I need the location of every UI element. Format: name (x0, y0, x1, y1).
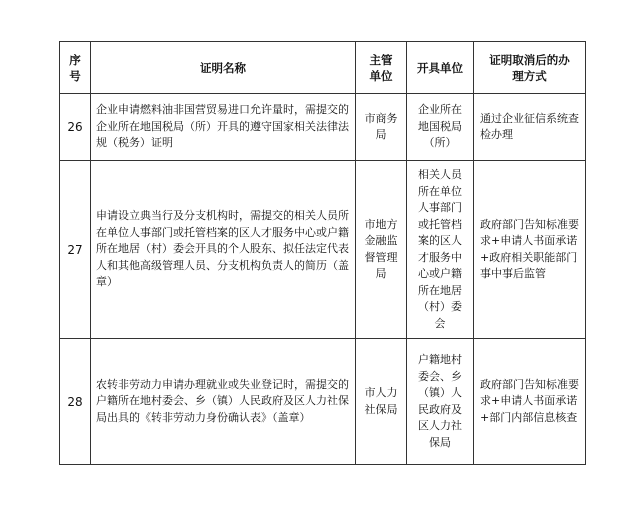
row-method: 政府部门告知标准要求+申请人书面承诺+部门内部信息核查 (474, 339, 586, 465)
certificate-table (59, 41, 586, 465)
header-dept: 主管单位 (356, 42, 407, 94)
row-issuer: 企业所在地国税局（所） (407, 94, 474, 161)
header-issuer: 开具单位 (407, 42, 474, 94)
row-issuer: 户籍地村委会、乡（镇）人民政府及区人力社保局 (407, 339, 474, 465)
row-name: 企业申请燃料油非国营贸易进口允许量时，需提交的企业所在地国税局（所）开具的遵守国家相关法律法规（税务）证明 (91, 94, 356, 161)
row-seq: 27 (60, 161, 91, 339)
row-method: 政府部门告知标准要求+申请人书面承诺+政府相关职能部门事中事后监管 (474, 161, 586, 339)
row-name: 农转非劳动力申请办理就业或失业登记时，需提交的户籍所在地村委会、乡（镇）人民政府及区人力社保局出具的《转非劳动力身份确认表》（盖章） (91, 339, 356, 465)
row-method: 通过企业征信系统查检办理 (474, 94, 586, 161)
table-row (60, 339, 586, 465)
row-dept: 市地方金融监督管理局 (356, 161, 407, 339)
row-name: 申请设立典当行及分支机构时，需提交的相关人员所在单位人事部门或托管档案的区人才服务中心或户籍所在地居（村）委会开具的个人股东、拟任法定代表人和其他高级管理人员、分支机构负责人的简历（盖章） (91, 161, 356, 339)
header-name: 证明名称 (91, 42, 356, 94)
row-seq: 26 (60, 94, 91, 161)
row-seq: 28 (60, 339, 91, 465)
table-row (60, 94, 586, 161)
row-issuer: 相关人员所在单位人事部门或托管档案的区人才服务中心或户籍所在地居（村）委会 (407, 161, 474, 339)
header-method: 证明取消后的办理方式 (474, 42, 586, 94)
table-header-row (60, 42, 586, 94)
row-dept: 市人力社保局 (356, 339, 407, 465)
row-dept: 市商务局 (356, 94, 407, 161)
header-seq: 序号 (60, 42, 91, 94)
table-row (60, 161, 586, 339)
